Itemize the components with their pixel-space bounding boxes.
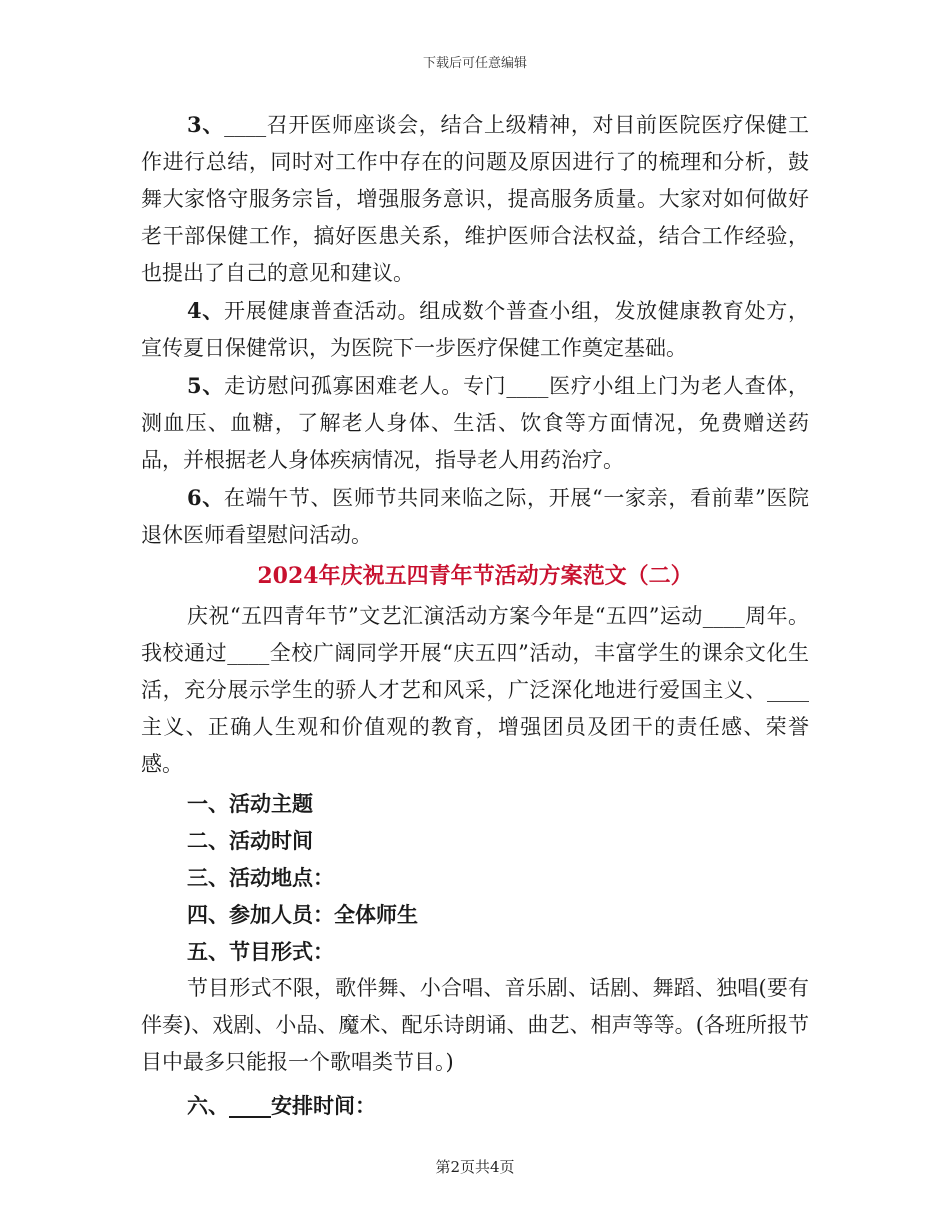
list-item-5 [141, 367, 809, 479]
section-title: 2024年庆祝五四青年节活动方案范文（二） [257, 563, 693, 589]
heading-program-format: 五、节目形式： [187, 939, 334, 964]
heading-time: 二、活动时间 [187, 828, 313, 853]
heading-participants: 四、参加人员：全体师生 [187, 902, 418, 927]
item-text: 开展健康普查活动。组成数个普查小组，发放健康教育处方，宣传夏日保健常识，为医院下一步医疗保健工作奠定基础。 [141, 299, 809, 360]
program-format-paragraph: 节目形式不限，歌伴舞、小合唱、音乐剧、话剧、舞蹈、独唱(要有伴奏)、戏剧、小品、魔术、配乐诗朗诵、曲艺、相声等等。(各班所报节目中最多只能报一个歌唱类节目。) [141, 976, 809, 1074]
list-item-4 [141, 292, 809, 367]
item-text: 走访慰问孤寡困难老人。专门____医疗小组上门为老人查体，测血压、血糖，了解老人身体、生活、饮食等方面情况，免费赠送药品，并根据老人身体疾病情况，指导老人用药治疗。 [141, 374, 809, 472]
intro-paragraph: 庆祝“五四青年节”文艺汇演活动方案今年是“五四”运动____周年。我校通过____全校广阔同学开展“庆五四”活动，丰富学生的课余文化生活，充分展示学生的骄人才艺和风采，广泛深化地进行爱国主义、____主义、正确人生观和价值观的教育，增强团员及团干的责任感、荣誉感。 [141, 604, 809, 776]
list-item-6 [141, 479, 809, 554]
item-text: 在端午节、医师节共同来临之际，开展“一家亲，看前辈”医院退休医师看望慰问活动。 [141, 486, 809, 547]
page-header: 下载后可任意编辑 [422, 56, 527, 71]
heading-theme: 一、活动主题 [187, 791, 313, 816]
item-number: 6、 [187, 485, 224, 510]
item-text: ____召开医师座谈会，结合上级精神，对目前医院医疗保健工作进行总结，同时对工作中存在的问题及原因进行了的梳理和分析，鼓舞大家恪守服务宗旨，增强服务意识，提高服务质量。大家对如何做好老干部保健工作，搞好医患关系，维护医师合法权益，结合工作经验，也提出了自己的意见和建议。 [141, 113, 809, 285]
heading-schedule: 六、____安排时间： [187, 1093, 376, 1118]
item-number: 3、 [187, 112, 225, 137]
list-item-3 [141, 106, 809, 292]
heading-location: 三、活动地点： [187, 865, 334, 890]
page-footer: 第2页共4页 [435, 1158, 515, 1176]
item-number: 5、 [187, 373, 225, 398]
item-number: 4、 [187, 298, 224, 323]
document-body [141, 106, 809, 1124]
